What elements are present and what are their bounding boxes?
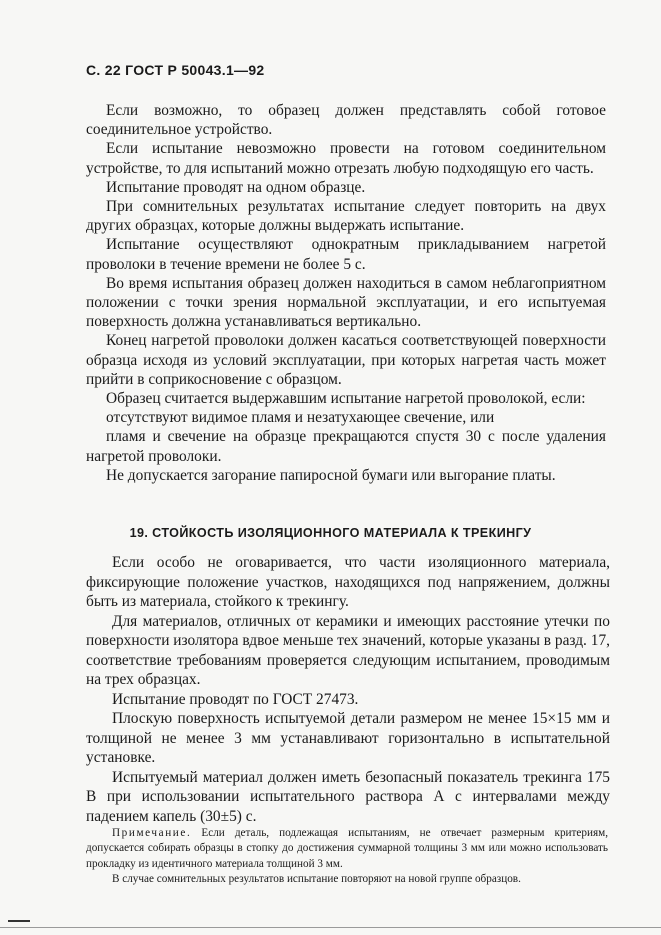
section-title: 19. СТОЙКОСТЬ ИЗОЛЯЦИОННОГО МАТЕРИАЛА К ТРЕКИНГУ — [129, 526, 532, 540]
paragraph: Не допускается загорание папиросной бумаги или выгорание платы. — [106, 466, 556, 484]
paragraph: Испытание проводят на одном образце. — [106, 178, 366, 196]
body-text-section-19 — [86, 553, 610, 826]
paragraph: Для материалов, отличных от керамики и имеющих расстояние утечки по поверхности изолятора вдвое меньше тех значений, которые указаны в разд. 17, соответствие требованиям проверяется следующим испытанием, проводимым на трех образцах. — [86, 612, 610, 688]
scan-edge-mark — [8, 920, 30, 922]
paragraph: Плоскую поверхность испытуемой детали размером не менее 15×15 мм и толщиной не менее 3 мм устанавливают горизонтально в испытательной установке. — [86, 710, 610, 766]
paragraph: Испытуемый материал должен иметь безопасный показатель трекинга 175 В при использовании испытательного раствора А с интервалами между падением капель (30±5) с. — [86, 768, 610, 825]
body-text-upper — [86, 101, 606, 485]
paragraph: Образец считается выдержавшим испытание нагретой проволокой, если: — [106, 390, 586, 408]
note-text: Если деталь, подлежащая испытаниям, не отвечает размерным критериям, допускается собирать образцы в стопку до достижения суммарной толщины 3 мм или можно использовать прокладку из идентичного материала толщиной 3 мм. — [86, 827, 608, 870]
paragraph: Конец нагретой проволоки должен касаться соответствующей поверхности образца исходя из условий эксплуатации, при которых нагретая часть может прийти в соприкосновение с образцом. — [86, 332, 606, 388]
note-paragraph-second: В случае сомнительных результатов испытание повторяют на новой группе образцов. — [112, 872, 521, 885]
running-head: С. 22 ГОСТ Р 50043.1—92 — [86, 62, 265, 78]
note-block — [86, 826, 608, 887]
note-paragraph — [86, 826, 608, 872]
paragraph: Во время испытания образец должен находиться в самом неблагоприятном положении с точки зрения нормальной эксплуатации, и его испытуемая поверхность должна устанавливаться вертикально. — [86, 274, 606, 331]
paragraph: Если особо не оговаривается, что части изоляционного материала, фиксирующие положение участков, находящихся под напряжением, должны быть из материала, стойкого к трекингу. — [86, 554, 610, 610]
list-item: пламя и свечение на образце прекращаются спустя 30 с после удаления нагретой проволоки. — [86, 428, 606, 465]
page-bottom-edge — [0, 927, 661, 928]
note-label: Примечание. — [112, 827, 192, 839]
paragraph: Испытание осуществляют однократным прикладыванием нагретой проволоки в течение времени не более 5 с. — [86, 236, 606, 273]
paragraph: При сомнительных результатах испытание следует повторить на двух других образцах, которые должны выдержать испытание. — [86, 198, 606, 235]
paragraph: Если возможно, то образец должен представлять собой готовое соединительное устройство. — [86, 102, 606, 139]
paragraph: Испытание проводят по ГОСТ 27473. — [112, 690, 359, 708]
paragraph: Если испытание невозможно провести на готовом соединительном устройстве, то для испытаний можно отрезать любую подходящую его часть. — [86, 140, 606, 177]
list-item: отсутствуют видимое пламя и незатухающее свечение, или — [106, 409, 495, 427]
